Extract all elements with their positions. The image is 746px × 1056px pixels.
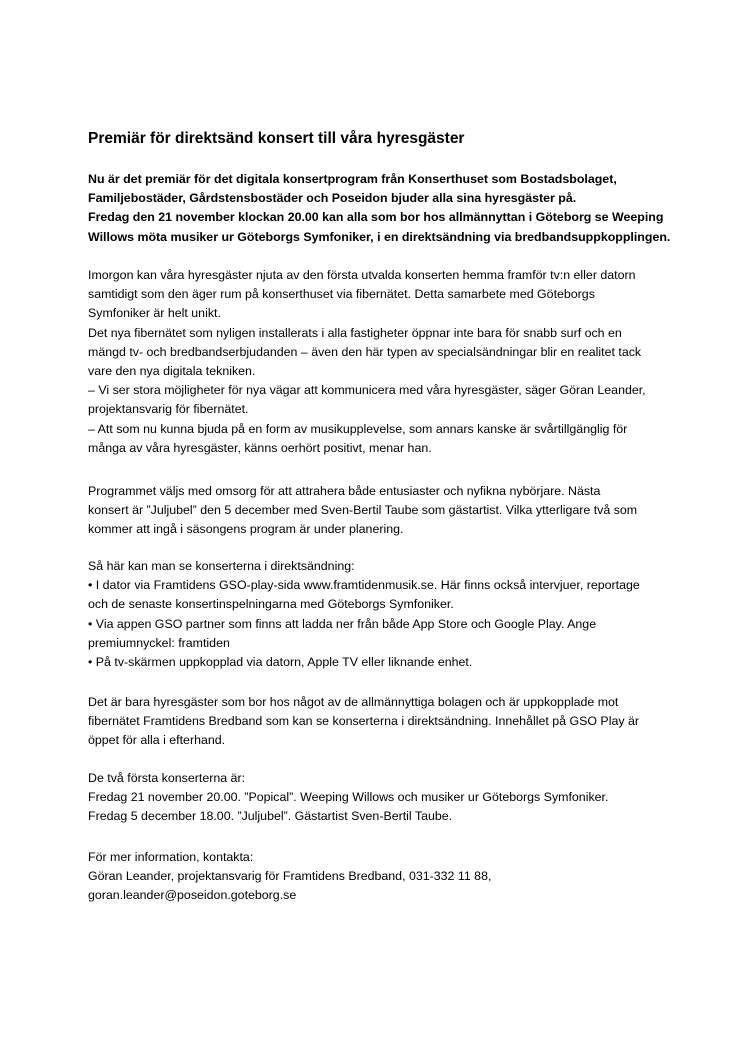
body-paragraph-program <box>88 482 668 540</box>
contact-heading: För mer information, kontakta: <box>88 850 254 864</box>
body-paragraph-intro <box>88 266 668 458</box>
lead-line: Fredag den 21 november klockan 20.00 kan alla som bor hos allmännyttan i Göteborg se Weeping <box>88 210 664 225</box>
bullet-item: • På tv-skärmen uppkopplad via datorn, Apple TV eller liknande enhet. <box>88 655 473 670</box>
body-paragraph-eligibility <box>88 693 668 751</box>
body-paragraph-how-to-watch <box>88 557 668 672</box>
lead-paragraph <box>88 170 671 247</box>
contact-person: Göran Leander, projektansvarig för Framtidens Bredband, 031-332 11 88, <box>88 869 492 884</box>
body-line: fibernätet Framtidens Bredband som kan se konserterna i direktsändning. Innehållet på GSO Play är <box>88 714 639 729</box>
contact-section <box>88 848 668 906</box>
concert-line: Fredag 21 november 20.00. ”Popical”. Weeping Willows och musiker ur Göteborgs Symfoniker. <box>88 790 609 805</box>
body-line: samtidigt som den äger rum på konserthuset via fibernätet. Detta samarbete med Göteborgs <box>88 287 595 302</box>
bullet-item: • Via appen GSO partner som finns att ladda ner från både App Store och Google Play. Ange <box>88 616 597 631</box>
document-title: Premiär för direktsänd konsert till våra hyresgäster <box>88 130 465 147</box>
lead-line: Familjebostäder, Gårdstensbostäder och Poseidon bjuder alla sina hyresgäster på. <box>88 191 577 206</box>
body-line: Det nya fibernätet som nyligen installerats i alla fastigheter öppnar inte bara för snabb surf och en <box>88 325 622 340</box>
body-line: kommer att ingå i säsongens program är under planering. <box>88 522 404 537</box>
bullet-item: • I dator via Framtidens GSO-play-sida www.framtidenmusik.se. Här finns också intervjuer, reportage <box>88 578 640 593</box>
body-line: projektansvarig för fibernätet. <box>88 402 249 417</box>
contact-email: goran.leander@poseidon.goteborg.se <box>88 888 297 903</box>
concert-line: Fredag 5 december 18.00. ”Juljubel”. Gästartist Sven-Bertil Taube. <box>88 809 453 824</box>
body-line: Det är bara hyresgäster som bor hos något av de allmännyttiga bolagen och är uppkopplade mot <box>88 695 619 709</box>
lead-line: Nu är det premiär för det digitala konsertprogram från Konserthuset som Bostadsbolaget, <box>88 172 617 186</box>
quote-line: – Vi ser stora möjligheter för nya vägar att kommunicera med våra hyresgäster, säger Göran Leander, <box>88 383 646 398</box>
quote-line: – Att som nu kunna bjuda på en form av musikupplevelse, som annars kanske är svårtillgänglig för <box>88 421 628 436</box>
body-line: Programmet väljs med omsorg för att attrahera både entusiaster och nyfikna nybörjare. Nästa <box>88 484 601 498</box>
body-line: premiumnyckel: framtiden <box>88 635 230 650</box>
body-line: konsert är ”Juljubel” den 5 december med Sven-Bertil Taube som gästartist. Vilka ytterligare två som <box>88 503 638 518</box>
body-paragraph-concerts <box>88 769 668 827</box>
body-line: Imorgon kan våra hyresgäster njuta av den första utvalda konserten hemma framför tv:n eller datorn <box>88 268 636 282</box>
body-line: Symfoniker är helt unikt. <box>88 306 221 321</box>
body-line: öppet för alla i efterhand. <box>88 733 226 748</box>
body-line: och de senaste konsertinspelningarna med Göteborgs Symfoniker. <box>88 597 454 612</box>
body-line: mängd tv- och bredbandserbjudanden – även den här typen av specialsändningar blir en realitet tack <box>88 344 642 359</box>
body-line: vare den nya digitala tekniken. <box>88 364 256 379</box>
body-line: Så här kan man se konserterna i direktsändning: <box>88 559 355 573</box>
lead-line: Willows möta musiker ur Göteborgs Symfoniker, i en direktsändning via bredbandsuppkopplingen. <box>88 229 671 244</box>
body-line: De två första konserterna är: <box>88 771 246 785</box>
body-line: många av våra hyresgäster, känns oerhört positivt, menar han. <box>88 440 432 455</box>
